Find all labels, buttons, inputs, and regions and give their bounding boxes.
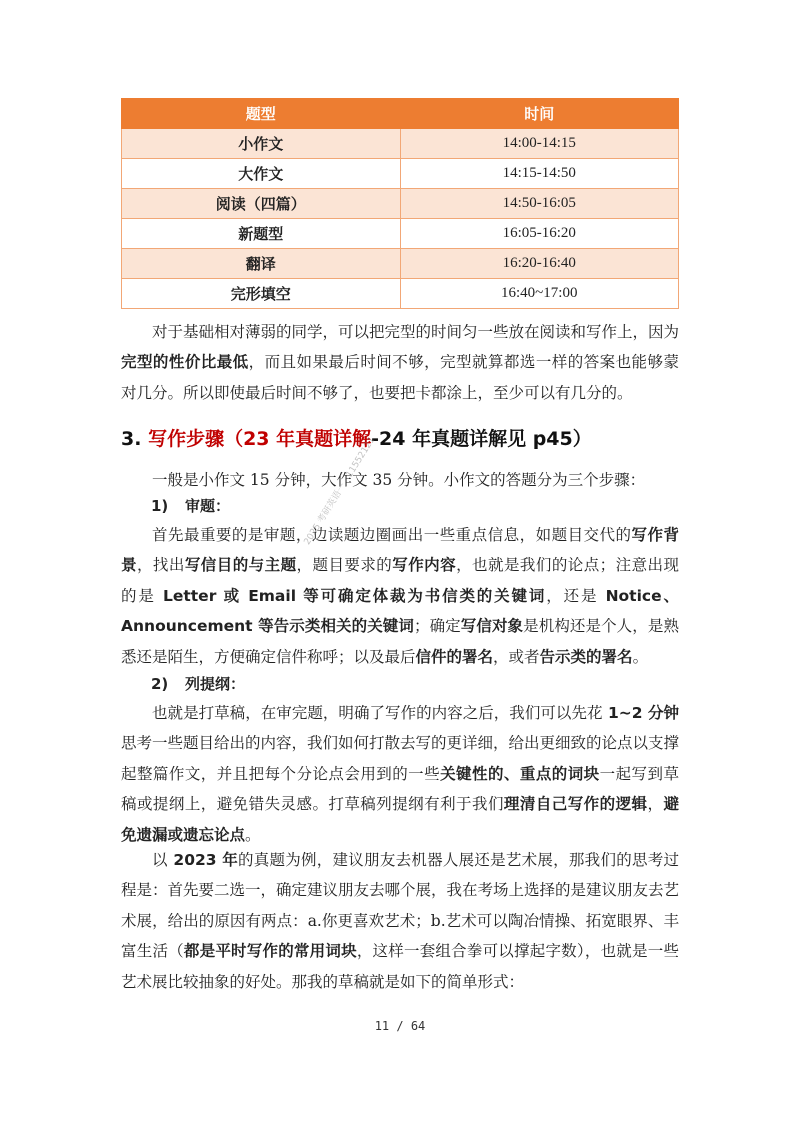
text: ，而且如果最后时间不够，完型就算都选一样的答案也能够蒙对几分。所以即使最后时间不够了，也要把卡都涂上，至少可以有几分的。 bbox=[121, 353, 679, 402]
cell-time: 16:40~17:00 bbox=[400, 279, 679, 309]
cell-time: 16:20-16:40 bbox=[400, 249, 679, 279]
paragraph-time-allocation: 一般是小作文 15 分钟，大作文 35 分钟。小作文的答题分为三个步骤： bbox=[152, 471, 646, 489]
text: 。 bbox=[245, 825, 261, 844]
text: 以 bbox=[152, 851, 168, 869]
cell-time: 14:00-14:15 bbox=[400, 129, 679, 159]
text: ，题目要求的 bbox=[296, 556, 393, 575]
table-row bbox=[122, 219, 679, 249]
cell-time: 16:05-16:20 bbox=[400, 219, 679, 249]
header-time: 时间 bbox=[400, 99, 679, 129]
emphasis: 写信对象 bbox=[460, 617, 524, 636]
page-number: 11 / 64 bbox=[374, 1019, 426, 1033]
emphasis: 告示类的署名 bbox=[539, 647, 633, 666]
emphasis: 2023 年 bbox=[167, 851, 238, 869]
text: 是机构还是个人，是熟悉还是陌生，方便确定信件称呼；以及最后 bbox=[121, 617, 679, 666]
step-number: 1) bbox=[151, 497, 169, 515]
text: 首先最重要的是审题，边读题边圈画出一些重点信息，如题目交代的 bbox=[152, 526, 632, 544]
table-row bbox=[122, 159, 679, 189]
text: ， bbox=[647, 795, 664, 814]
emphasis: 信件的署名 bbox=[415, 647, 494, 666]
exam-schedule-table bbox=[121, 98, 679, 309]
cell-type: 翻译 bbox=[122, 249, 401, 279]
paragraph-outline bbox=[121, 698, 679, 850]
emphasis: 都是平时写作的常用词块 bbox=[183, 942, 357, 961]
emphasis: 完型的性价比最低 bbox=[121, 353, 249, 372]
emphasis: 理清自己写作的逻辑 bbox=[503, 795, 648, 814]
cell-time: 14:15-14:50 bbox=[400, 159, 679, 189]
emphasis: 写信目的与主题 bbox=[184, 556, 297, 575]
text: 一起写到草稿或提纲上，避免错失灵感。打草稿列提纲有利于我们 bbox=[121, 764, 679, 814]
step-label: 审题： bbox=[185, 497, 231, 515]
text: 。 bbox=[632, 647, 649, 666]
step-1-heading bbox=[151, 494, 230, 518]
text: 对于基础相对薄弱的同学，可以把完型的时间匀一些放在阅读和写作上，因为 bbox=[152, 323, 680, 341]
text: ，这样一套组合拳可以撑起字数），也就是一些艺术展比较抽象的好处。那我的草稿就是如下的简单形式： bbox=[121, 942, 679, 991]
emphasis: 关键性的、重点的词块 bbox=[440, 764, 600, 783]
emphasis: 等可确定体裁为书信类的关键词 bbox=[303, 586, 547, 605]
emphasis: 避免遗漏或遗忘论点 bbox=[121, 795, 679, 844]
text: ，或者 bbox=[493, 647, 540, 666]
watermark: 2025 考研英语一 · 11552121 bbox=[302, 435, 378, 547]
heading-text-dark: -24 年真题详解见 p45） bbox=[371, 428, 592, 450]
table-row bbox=[122, 279, 679, 309]
text: ，也就是我们的论点；注意出现的是 bbox=[121, 556, 679, 605]
step-label: 列提纲： bbox=[185, 675, 246, 693]
table-row bbox=[122, 189, 679, 219]
table-row bbox=[122, 129, 679, 159]
emphasis: 等告示类相关的关键词 bbox=[258, 617, 414, 636]
cell-type: 新题型 bbox=[122, 219, 401, 249]
text: 也就是打草稿，在审完题，明确了写作的内容之后，我们可以先花 bbox=[152, 704, 603, 722]
text: 的真题为例，建议朋友去机器人展还是艺术展，那我们的思考过程是：首先要二选一，确定建议朋友去哪个展，我在考场上选择的是建议朋友去艺术展，给出的原因有两点：a.你更喜欢艺术；b.艺术可以陶冶情操、拓宽眼界、丰富生活（ bbox=[121, 851, 680, 961]
table-header-row bbox=[122, 99, 679, 129]
heading-number: 3. bbox=[121, 428, 142, 450]
paragraph-2023-example bbox=[121, 845, 679, 997]
cell-type: 小作文 bbox=[122, 129, 401, 159]
heading-text-red: 写作步骤（23 年真题详解 bbox=[148, 428, 372, 450]
step-2-heading bbox=[151, 672, 245, 696]
emphasis: 写作背景 bbox=[121, 526, 679, 575]
text: ，找出 bbox=[136, 556, 185, 575]
emphasis: Notice、Announcement bbox=[121, 586, 679, 636]
cell-type: 完形填空 bbox=[122, 279, 401, 309]
table-row bbox=[122, 249, 679, 279]
header-question-type: 题型 bbox=[122, 99, 401, 129]
cell-type: 大作文 bbox=[122, 159, 401, 189]
cell-time: 14:50-16:05 bbox=[400, 189, 679, 219]
cell-type: 阅读（四篇） bbox=[122, 189, 401, 219]
step-number: 2) bbox=[151, 675, 169, 693]
emphasis: Letter 或 Email bbox=[155, 586, 304, 605]
section-heading-writing-steps bbox=[121, 425, 681, 453]
paragraph-read-question bbox=[121, 520, 679, 672]
text: ；确定 bbox=[413, 617, 461, 636]
text: ，还是 bbox=[546, 586, 599, 605]
emphasis: 写作内容 bbox=[392, 556, 457, 575]
emphasis: 1~2 分钟 bbox=[602, 704, 679, 722]
text: 思考一些题目给出的内容，我们如何打散去写的更详细，给出更细致的论点以支撑起整篇作文，并且把每个分论点会用到的一些 bbox=[121, 734, 680, 783]
